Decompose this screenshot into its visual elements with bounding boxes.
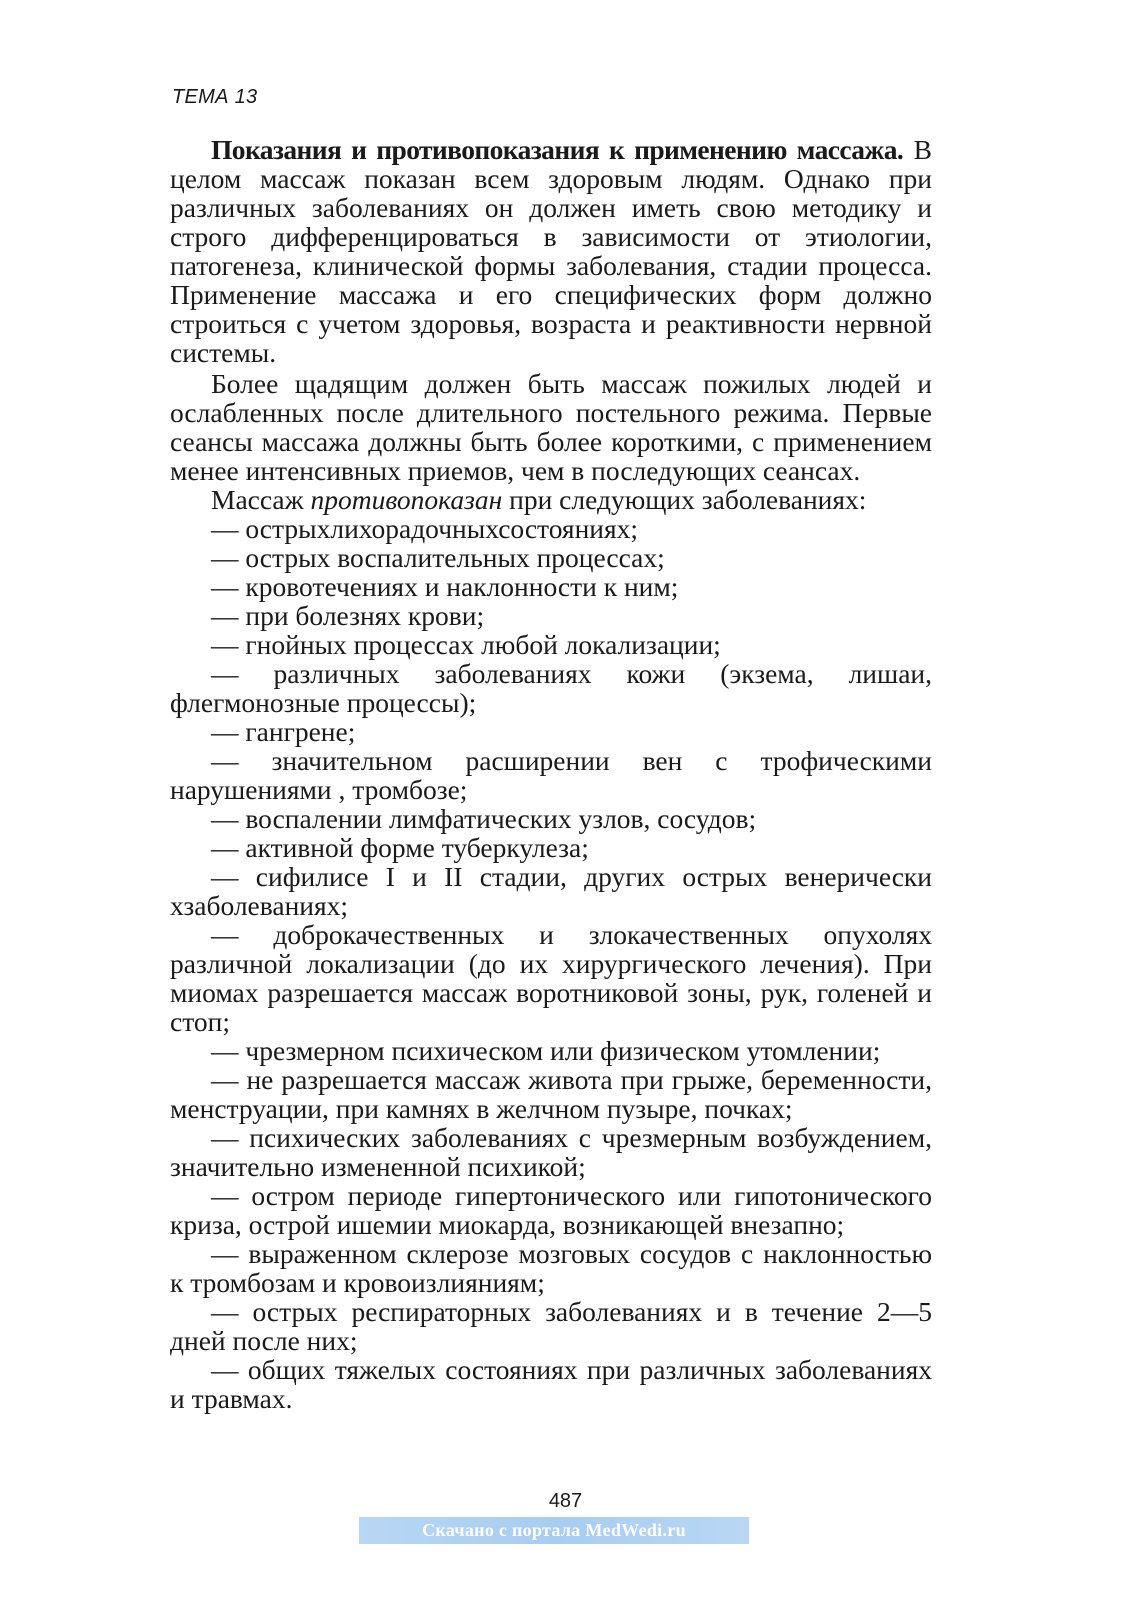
contra-intro-emphasis: противопоказан xyxy=(310,484,503,515)
list-item: — кровотечениях и наклонности к ним; xyxy=(211,571,679,602)
list-item: — при болезнях крови; xyxy=(211,600,485,631)
list-item: — различных заболеваниях кожи (экзема, лишаи, флегмонозные процессы); xyxy=(170,658,932,718)
list-item: — общих тяжелых состояниях при различных заболеваниях и травмах. xyxy=(170,1354,932,1414)
contra-intro-after: при следующих заболеваниях: xyxy=(502,484,867,515)
list-item: — активной форме туберкулеза; xyxy=(211,832,589,863)
list-item: — выраженном склерозе мозговых сосудов с наклонностью к тромбозам и кровоизлияниям; xyxy=(170,1238,932,1298)
paragraph-elderly: Более щадящим должен быть массаж пожилых людей и ослабленных после длительного постельного режима. Первые сеансы массажа должны быть более короткими, с применением менее интенсивных приемов, чем в последующих сеансах. xyxy=(170,368,932,486)
intro-lead-heading: Показания и противопоказания к применению массажа. xyxy=(211,134,904,165)
list-item: — гнойных процессах любой локализации; xyxy=(211,629,721,660)
intro-paragraph xyxy=(170,135,932,367)
intro-text: В целом массаж показан всем здоровым людям. Однако при различных заболеваниях он должен иметь свою методику и строго дифференцироваться в зависимости от этиологии, патогенеза, клинической формы заболевания, стадии процесса. Применение массажа и его специфических форм должно строиться с учетом здоровья, возраста и реактивности нервной системы. xyxy=(170,134,932,368)
list-item: — значительном расширении вен с трофическими нарушениями , тромбозе; xyxy=(170,745,932,805)
contra-intro-before: Массаж xyxy=(211,484,311,515)
list-item: — сифилисе I и II стадии, других острых венерически хзаболеваниях; xyxy=(170,861,932,921)
list-item: — воспалении лимфатических узлов, сосудов; xyxy=(211,803,757,834)
list-item: — психических заболеваниях с чрезмерным возбуждением, значительно измененной психикой; xyxy=(170,1122,932,1182)
list-item: — чрезмерном психическом или физическом утомлении; xyxy=(211,1035,881,1066)
list-item: — остром периоде гипертонического или гипотонического криза, острой ишемии миокарда, возникающей внезапно; xyxy=(170,1180,932,1240)
contraindications-intro xyxy=(170,485,932,514)
list-item: — острых респираторных заболеваниях и в течение 2—5 дней после них; xyxy=(170,1296,932,1356)
list-item: — не разрешается массаж живота при грыже, беременности, менструации, при камнях в желчном пузыре, почках; xyxy=(170,1064,932,1124)
list-item: — острых воспалительных процессах; xyxy=(211,542,665,573)
list-item: — гангрене; xyxy=(211,716,356,747)
running-title: ТЕМА 13 xyxy=(172,86,258,108)
list-item: — доброкачественных и злокачественных опухолях различной локализации (до их хирургического лечения). При миомах разрешается массаж воротниковой зоны, рук, голеней и стоп; xyxy=(170,919,932,1037)
page-number: 487 xyxy=(548,1490,583,1512)
download-watermark-banner: Скачано с портала MedWedi.ru xyxy=(359,1517,749,1544)
list-item: — острыхлихорадочныхсостояниях; xyxy=(211,513,639,544)
page-body xyxy=(170,135,932,1413)
